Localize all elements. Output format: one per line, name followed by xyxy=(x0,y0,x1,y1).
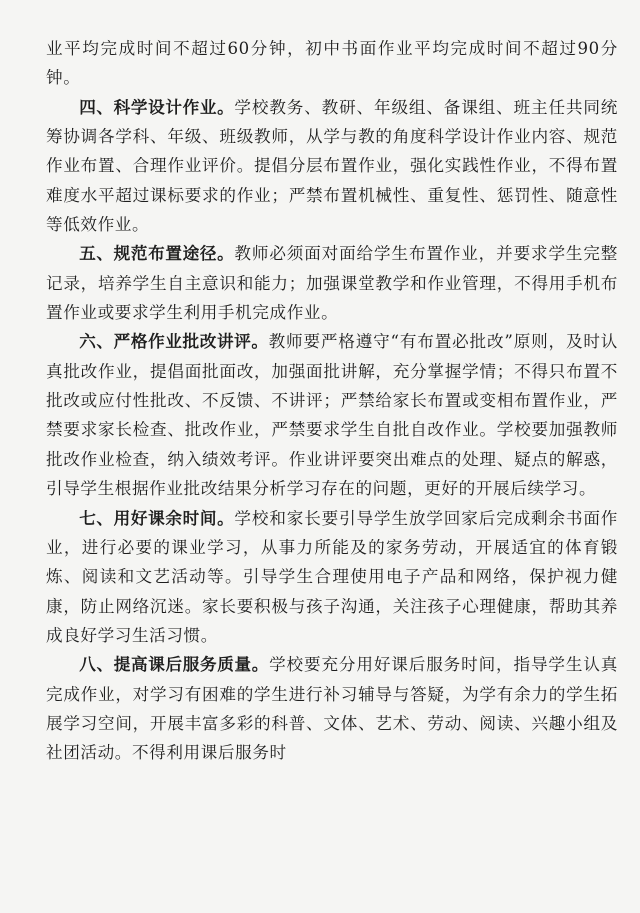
paragraph-body: 学校教务、教研、年级组、备课组、班主任共同统筹协调各学科、年级、班级教师，从学与教的角度科学设计作业内容、规范作业布置、合理作业评价。提倡分层布置作业，强化实践性作业，不得布置难度水平超过课标要求的作业；严禁布置机械性、重复性、惩罚性、随意性等低效作业。 xyxy=(46,97,618,235)
section-heading: 四、科学设计作业。 xyxy=(79,97,235,117)
section-heading: 五、规范布置途径。 xyxy=(79,244,235,264)
paragraph-section-5 xyxy=(46,239,618,327)
section-heading: 八、提高课后服务质量。 xyxy=(79,655,270,675)
paragraph-body: 教师要严格遵守“有布置必批改”原则，及时认真批改作业，提倡面批面改，加强面批讲解，充分掌握学情；不得只布置不批改或应付性批改、不反馈、不讲评；严禁给家长布置或变相布置作业，严禁要求家长检查、批改作业，严禁要求学生自批自改作业。学校要加强教师批改作业检查，纳入绩效考评。作业讲评要突出难点的处理、疑点的解惑，引导学生根据作业批改结果分析学习存在的问题，更好的开展后续学习。 xyxy=(46,332,618,499)
document-body xyxy=(46,34,618,768)
section-heading: 六、严格作业批改讲评。 xyxy=(79,332,269,352)
paragraph-body: 学校和家长要引导学生放学回家后完成剩余书面作业，进行必要的课业学习，从事力所能及的家务劳动，开展适宜的体育锻炼、阅读和文艺活动等。引导学生合理使用电子产品和网络，保护视力健康，防止网络沉迷。家长要积极与孩子沟通，关注孩子心理健康，帮助其养成良好学习生活习惯。 xyxy=(46,508,618,645)
paragraph-body: 教师必须面对面给学生布置作业，并要求学生完整记录，培养学生自主意识和能力；加强课堂教学和作业管理，不得用手机布置作业或要求学生利用手机完成作业。 xyxy=(46,244,618,323)
paragraph-section-6 xyxy=(46,327,618,503)
section-heading: 七、用好课余时间。 xyxy=(79,508,235,528)
paragraph-body: 学校要充分用好课后服务时间，指导学生认真完成作业，对学习有困难的学生进行补习辅导与答疑，为学有余力的学生拓展学习空间，开展丰富多彩的科普、文体、艺术、劳动、阅读、兴趣小组及社团活动。不得利用课后服务时 xyxy=(46,655,619,763)
paragraph-section-7 xyxy=(46,504,618,651)
paragraph-body: 业平均完成时间不超过60分钟，初中书面作业平均完成时间不超过90分钟。 xyxy=(46,39,618,88)
paragraph-section-8 xyxy=(46,650,618,767)
paragraph-section-4 xyxy=(46,93,618,240)
paragraph-continuation xyxy=(46,34,618,93)
